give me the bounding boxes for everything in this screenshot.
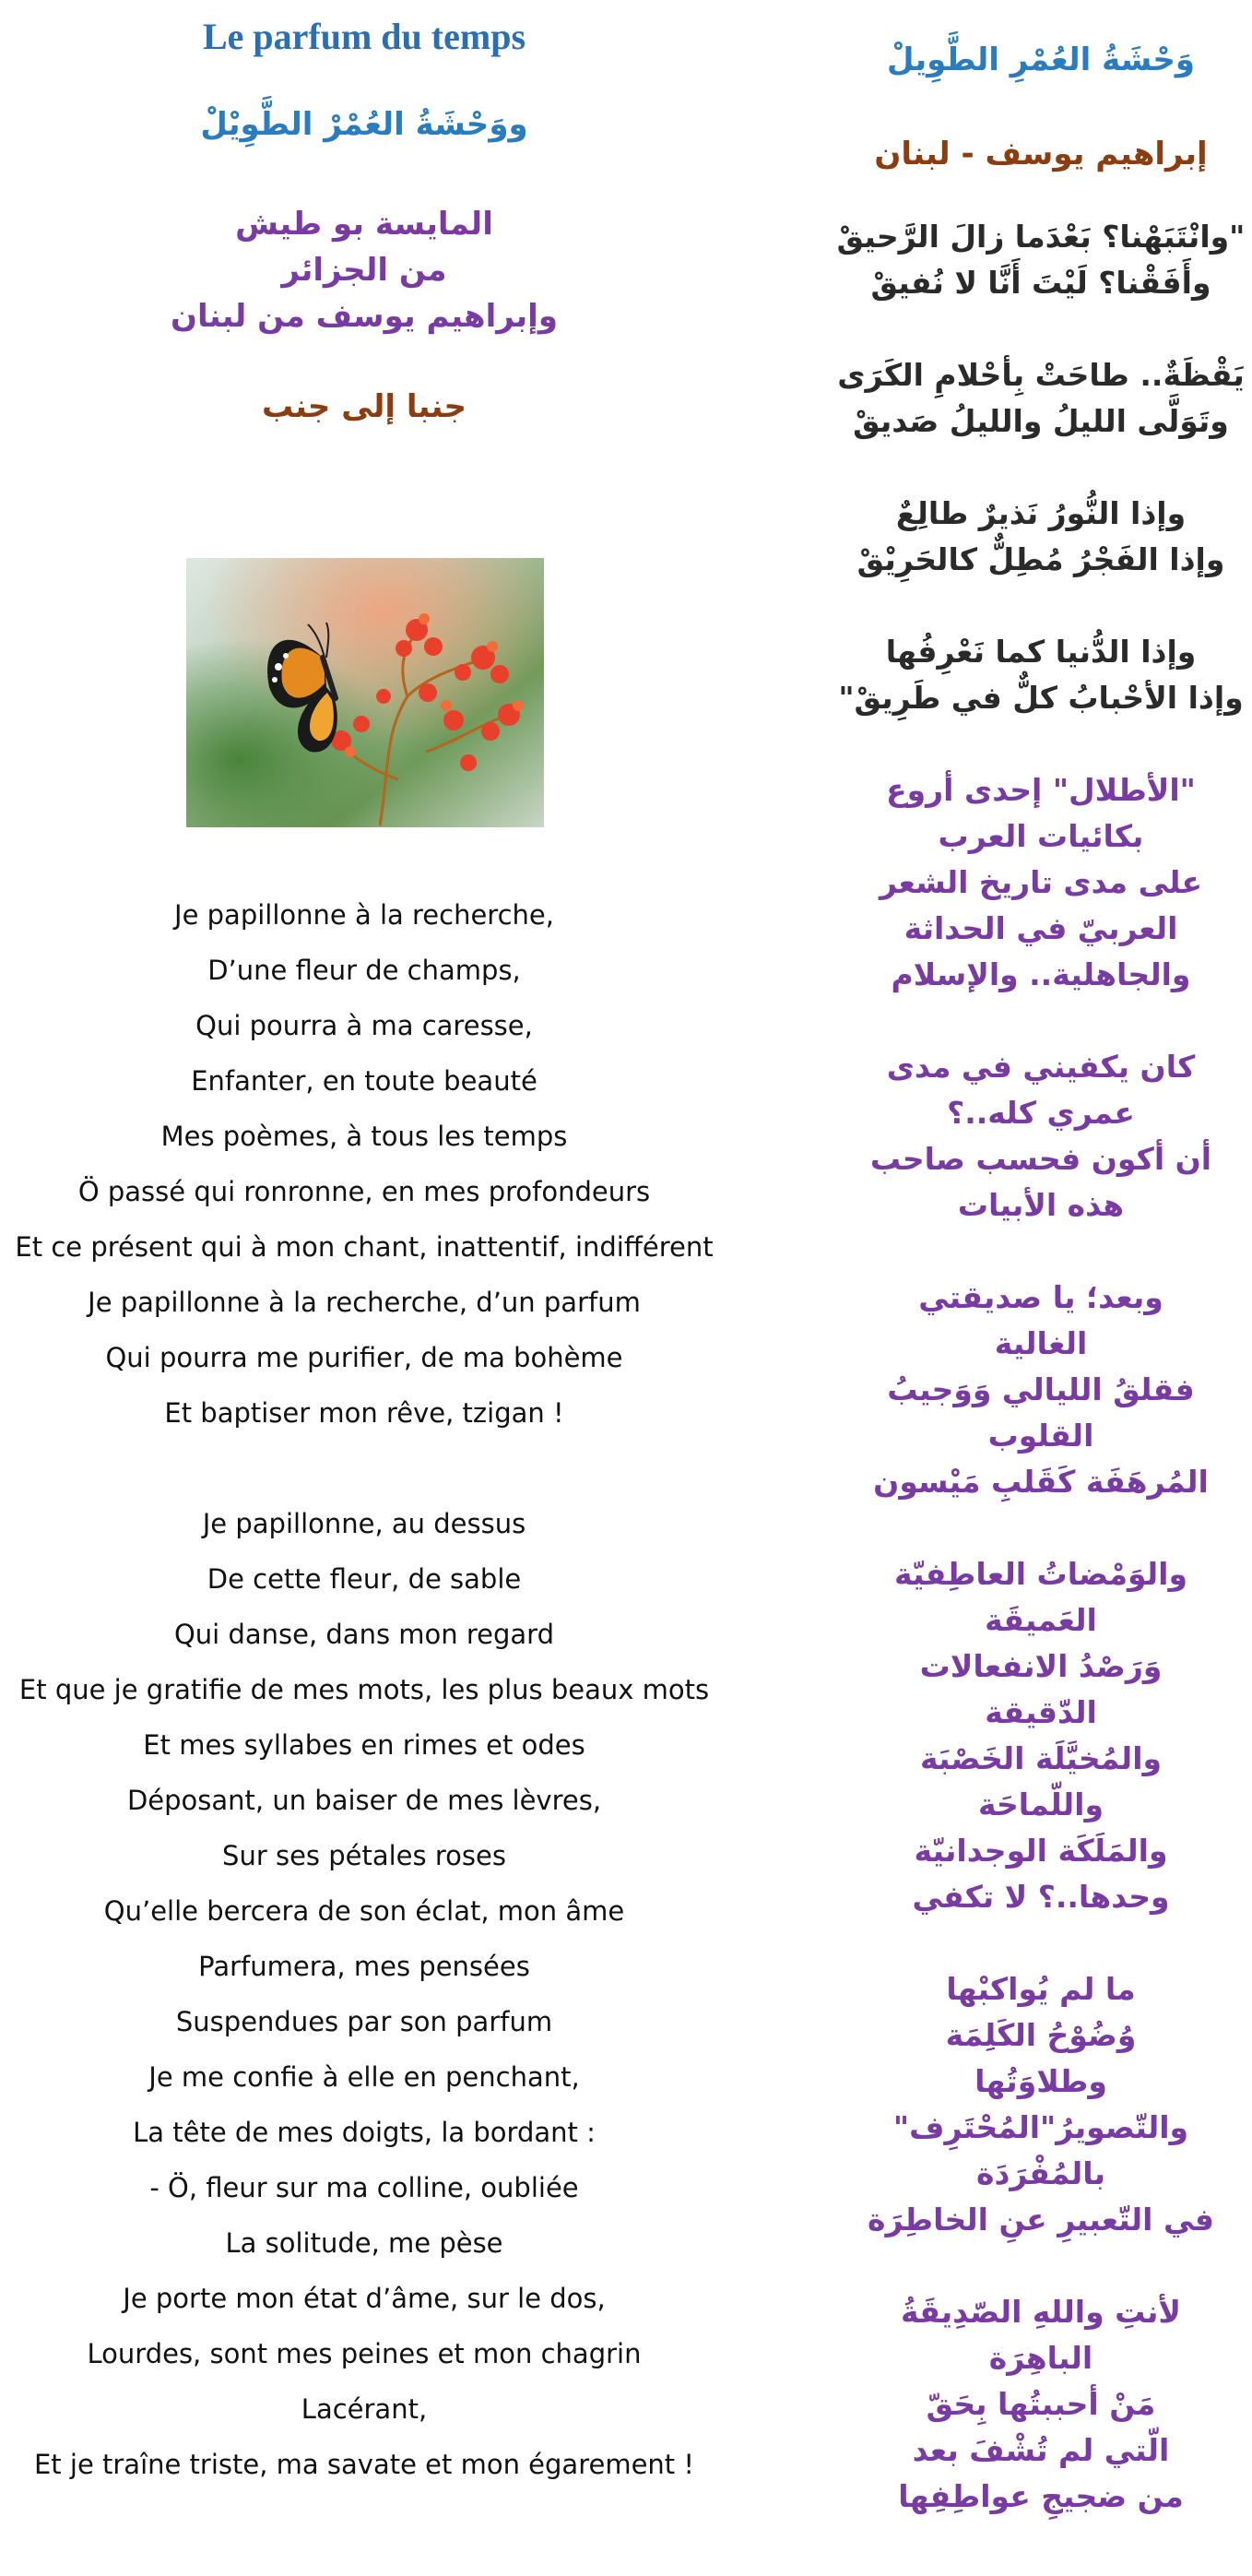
arabic-poem-line: وَرَصْدُ الانفعالات	[919, 1648, 1163, 1684]
arabic-stanza	[830, 2289, 1252, 2520]
french-poem	[0, 887, 728, 2492]
poem-line: Ö passé qui ronronne, en mes profondeurs	[77, 1176, 651, 1207]
poem-line: Sur ses pétales roses	[222, 1840, 506, 1871]
poem-line: Et que je gratifie de mes mots, les plus beaux mots	[18, 1674, 710, 1705]
arabic-poem-line: والتّصويرُ"المُحْتَرِف"	[892, 2109, 1189, 2145]
arabic-stanza	[830, 1275, 1252, 1505]
stanza-break	[0, 1441, 728, 1496]
poem-line: D’une fleur de champs,	[207, 955, 521, 986]
arabic-poem-title: وَحْشَةُ العُمْرِ الطَّوِيلْ	[886, 42, 1196, 78]
poem-line: Qui pourra me purifier, de ma bohème	[105, 1342, 623, 1373]
arabic-poem-line: العَميقَة	[985, 1602, 1097, 1638]
arabic-poem	[830, 214, 1252, 2520]
arabic-poem-line: في التّعبيرِ عنِ الخاطِرَة	[868, 2202, 1214, 2238]
poem-line: Je me confie à elle en penchant,	[148, 2061, 580, 2093]
author-line: المايسة بو طيش	[235, 206, 493, 243]
arabic-poem-line: وطلاوَتُها	[974, 2063, 1107, 2099]
arabic-poem-line: وتَوَلَّى الليلُ والليلُ صَديقْ	[853, 403, 1229, 439]
arabic-poem-line: وبعد؛ يا صديقتي	[918, 1279, 1163, 1315]
poem-line: Et mes syllabes en rimes et odes	[143, 1729, 585, 1761]
poem-line: Je porte mon état d’âme, sur le dos,	[123, 2283, 606, 2314]
side-by-side-heading: جنبا إلى جنب	[262, 388, 467, 425]
author-line: وإبراهيم يوسف من لبنان	[171, 298, 558, 335]
arabic-poem-line: لأنتِ واللهِ الصّدِيقَةُ	[900, 2294, 1181, 2330]
poem-line: Qu’elle bercera de son éclat, mon âme	[103, 1895, 625, 1927]
arabic-poem-line: وإذا الأحْبابُ كلٌّ في طَرِيقْ"	[838, 680, 1244, 716]
arabic-poem-line: العربيّ في الحداثة	[904, 910, 1178, 946]
poem-line: La tête de mes doigts, la bordant :	[133, 2117, 596, 2148]
poem-line: Et ce présent qui à mon chant, inattentif, indifférent	[15, 1231, 714, 1263]
poem-line: Je papillonne, au dessus	[202, 1508, 526, 1539]
arabic-stanza	[830, 214, 1252, 306]
poem-line: Déposant, un baiser de mes lèvres,	[126, 1785, 602, 1816]
arabic-poem-line: واللّماحَة	[978, 1787, 1104, 1822]
arabic-poem-line: المُرهَفَة كَقَلبِ مَيْسون	[873, 1464, 1209, 1500]
arabic-stanza	[830, 1044, 1252, 1229]
poem-line: Qui pourra à ma caresse,	[195, 1010, 533, 1041]
authors-block	[0, 201, 728, 339]
arabic-poem-line: الّتي لم تُشْفَ بعد	[912, 2432, 1170, 2468]
arabic-poem-line: وإذا النُّورُ نَذيرٌ طالِعٌ	[895, 495, 1187, 531]
arabic-poem-line: والجاهلية.. والإسلام	[891, 956, 1191, 992]
poem-line: Je papillonne à la recherche,	[174, 899, 554, 931]
arabic-stanza	[830, 767, 1252, 998]
right-column	[830, 0, 1252, 2566]
arabic-poem-line: ما لم يُواكبْها	[946, 1971, 1136, 2007]
arabic-poem-line: عمري كله..؟	[947, 1095, 1135, 1131]
poem-line: Enfanter, en toute beauté	[191, 1065, 537, 1097]
arabic-poem-line: وإذا الفَجْرُ مُطِلٌّ كالحَرِيْقْ	[856, 541, 1225, 577]
arabic-subtitle: ووَحْشَةُ العُمْرْ الطَّوِيْلْ	[200, 106, 528, 143]
poem-line: La solitude, me pèse	[225, 2227, 503, 2259]
arabic-poem-line: يَقْظَةٌ.. طاحَتْ بِأحْلامِ الكَرَى	[837, 357, 1245, 393]
poem-line: - Ö, fleur sur ma colline, oubliée	[149, 2172, 579, 2203]
arabic-poem-line: وأَفَقْنا؟ لَيْتَ أَنَّا لا نُفيقْ	[870, 265, 1211, 301]
arabic-poem-line: كان يكفيني في مدى	[886, 1049, 1196, 1085]
arabic-poem-line: والوَمْضاتُ العاطِفيّة	[894, 1556, 1187, 1592]
poem-line: Qui danse, dans mon regard	[173, 1619, 555, 1650]
arabic-stanza	[830, 352, 1252, 445]
left-column	[0, 0, 728, 430]
arabic-poem-line: "وانْتَبَهْنا؟ بَعْدَما زالَ الرَّحيقْ	[836, 219, 1246, 255]
poem-line: Suspendues par son parfum	[175, 2006, 553, 2037]
arabic-poem-line: بالمُفْرَدَة	[976, 2155, 1105, 2191]
arabic-poem-line: والمَلَكَة الوجدانيّة	[914, 1833, 1168, 1869]
arabic-poem-line: بكائيات العرب	[938, 818, 1144, 854]
arabic-poem-line: على مدى تاريخ الشعر	[880, 864, 1202, 900]
arabic-stanza	[830, 491, 1252, 583]
author-line: من الجزائر	[281, 252, 447, 289]
arabic-poem-line: من ضجيجِ عواطِفِها	[898, 2478, 1184, 2514]
arabic-poem-line: الغالية	[994, 1325, 1088, 1361]
arabic-stanza	[830, 1966, 1252, 2243]
arabic-poem-line: الباهِرَة	[988, 2340, 1093, 2376]
arabic-stanza	[830, 1551, 1252, 1920]
arabic-poem-line: وحدها..؟ لا تكفي	[912, 1879, 1170, 1915]
arabic-poem-line: القلوب	[987, 1418, 1094, 1454]
poem-line: Je papillonne à la recherche, d’un parfum	[88, 1287, 641, 1318]
arabic-poem-line: وإذا الدُّنيا كما نَعْرِفُها	[885, 634, 1197, 670]
arabic-poem-author: إبراهيم يوسف - لبنان	[874, 136, 1208, 172]
page-title: Le parfum du temps	[202, 16, 526, 57]
arabic-poem-line: وُضُوْحُ الكَلِمَة	[945, 2017, 1137, 2053]
poem-line: Parfumera, mes pensées	[198, 1951, 530, 1982]
arabic-stanza	[830, 629, 1252, 721]
butterfly-image	[186, 558, 544, 827]
poem-line: Mes poèmes, à tous les temps	[160, 1121, 568, 1152]
poem-line: Lourdes, sont mes peines et mon chagrin	[87, 2338, 642, 2369]
arabic-poem-line: مَنْ أحببتُها بِحَقّ	[926, 2386, 1156, 2422]
poem-line: Et je traîne triste, ma savate et mon égarement !	[33, 2449, 695, 2480]
arabic-poem-line: والمُخيَّلَة الخَصْبَة	[919, 1740, 1163, 1776]
arabic-poem-line: الدّقيقة	[985, 1694, 1097, 1730]
arabic-poem-line: فقلقُ الليالي وَوَجيبُ	[887, 1371, 1195, 1407]
poem-line: Lacérant,	[301, 2393, 428, 2425]
poem-line: De cette fleur, de sable	[207, 1563, 522, 1595]
arabic-poem-line: أن أكون فحسب صاحب	[869, 1141, 1212, 1177]
arabic-poem-line: "الأطلال" إحدى أروع	[886, 772, 1196, 808]
arabic-poem-line: هذه الأبيات	[957, 1187, 1125, 1223]
poem-line: Et baptiser mon rêve, tzigan !	[164, 1397, 564, 1429]
